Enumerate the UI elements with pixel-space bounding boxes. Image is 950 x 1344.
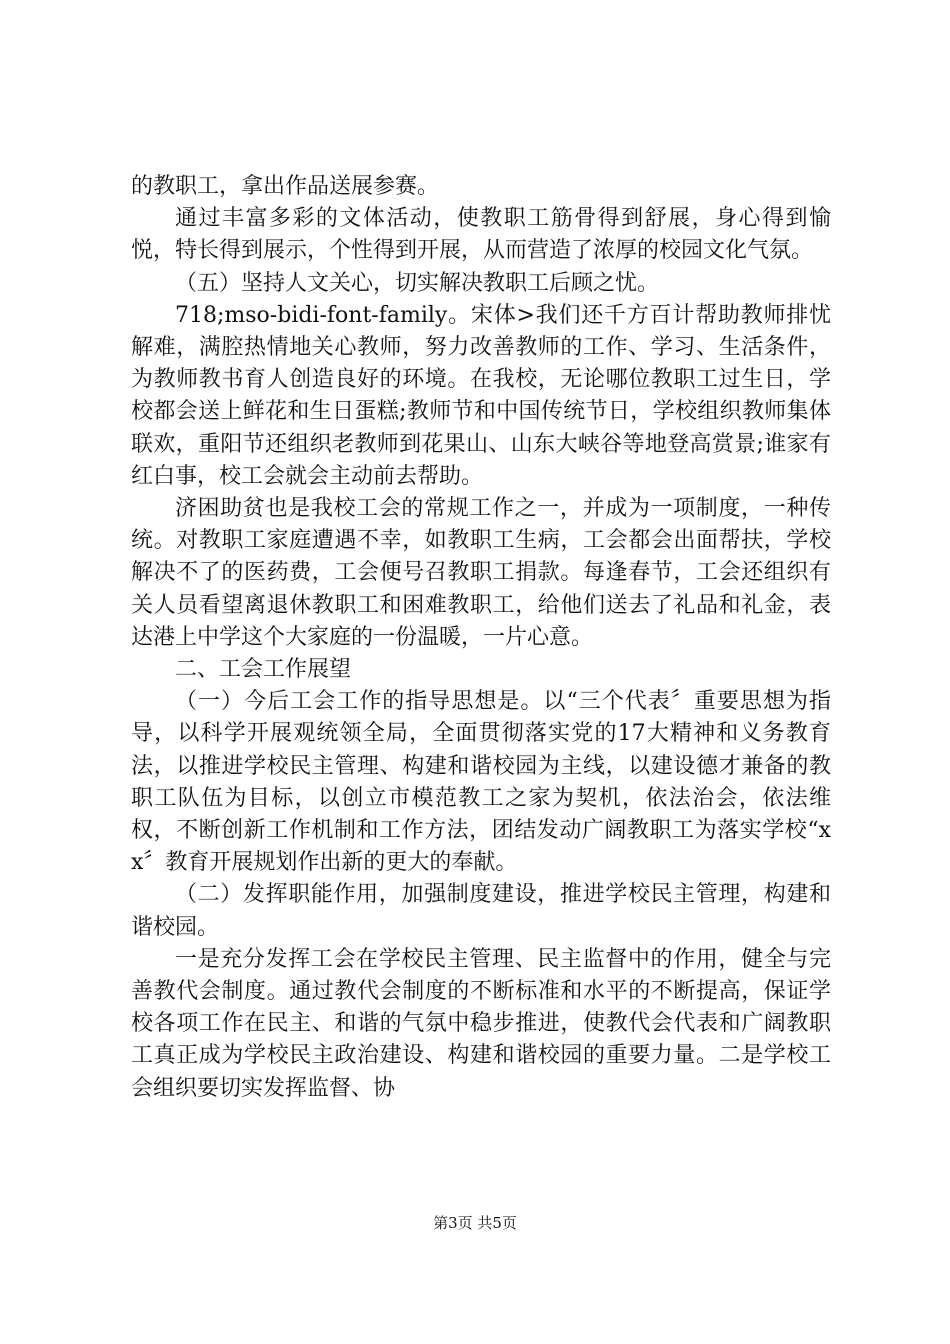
section-heading-outlook: 二、工会工作展望 bbox=[175, 657, 352, 683]
section-heading-five: （五）坚持人文关心，切实解决教职工后顾之忧。 bbox=[175, 270, 660, 296]
paragraph-cultural-activities: 通过丰富多彩的文体活动，使教职工筋骨得到舒展，身心得到愉悦，特长得到展示，个性得到开展，从而营造了浓厚的校园文化气氛。 bbox=[131, 206, 831, 264]
paragraph-continuation: 的教职工，拿出作品送展参赛。 bbox=[131, 174, 440, 199]
paragraph-poverty-relief: 济困助贫也是我校工会的常规工作之一，并成为一项制度，一种传统。对教职工家庭遭遇不幸，如教职工生病，工会都会出面帮扶，学校解决不了的医药费，工会便号召教职工捐款。每逢春节，工会还组织有关人员看望离退休教职工和困难教职工，给他们送去了礼品和礼金，表达港上中学这个大家庭的一份温暖，一片心意。 bbox=[131, 496, 831, 650]
paragraph-guiding-ideology: （一）今后工会工作的指导思想是。以“三个代表〞重要思想为指导，以科学开展观统领全局，全面贯彻落实党的17大精神和义务教育法，以推进学校民主管理、构建和谐校园为主线，以建设德才兼备的教职工队伍为目标，以创立市模范教工之家为契机，依法治会，依法维权，不断创新工作机制和工作方法，团结发动广阔教职工为落实学校“xx〞教育开展规划作出新的更大的奉献。 bbox=[131, 689, 831, 876]
paragraph-teacher-care: 718;mso-bidi-font-family。宋体>我们还千方百计帮助教师排忧解难，满腔热情地关心教师，努力改善教师的工作、学习、生活条件，为教师教书育人创造良好的环境。在我校，无论哪位教职工过生日，学校都会送上鲜花和生日蛋糕;教师节和中国传统节日，学校组织教师集体联欢，重阳节还组织老教师到花果山、山东大峡谷等地登高赏景;谁家有红白事，校工会就会主动前去帮助。 bbox=[131, 302, 831, 489]
paragraph-democratic-management: 一是充分发挥工会在学校民主管理、民主监督中的作用，健全与完善教代会制度。通过教代会制度的不断标准和水平的不断提高，保证学校各项工作在民主、和谐的气氛中稳步推进，使教代会代表和广阔教职工真正成为学校民主政治建设、构建和谐校园的重要力量。二是学校工会组织要切实发挥监督、协 bbox=[131, 946, 831, 1101]
paragraph-functions: （二）发挥职能作用，加强制度建设，推进学校民主管理，构建和谐校园。 bbox=[131, 882, 831, 940]
page-footer: 第3页 共5页 bbox=[433, 1214, 517, 1232]
document-body bbox=[131, 171, 831, 1105]
